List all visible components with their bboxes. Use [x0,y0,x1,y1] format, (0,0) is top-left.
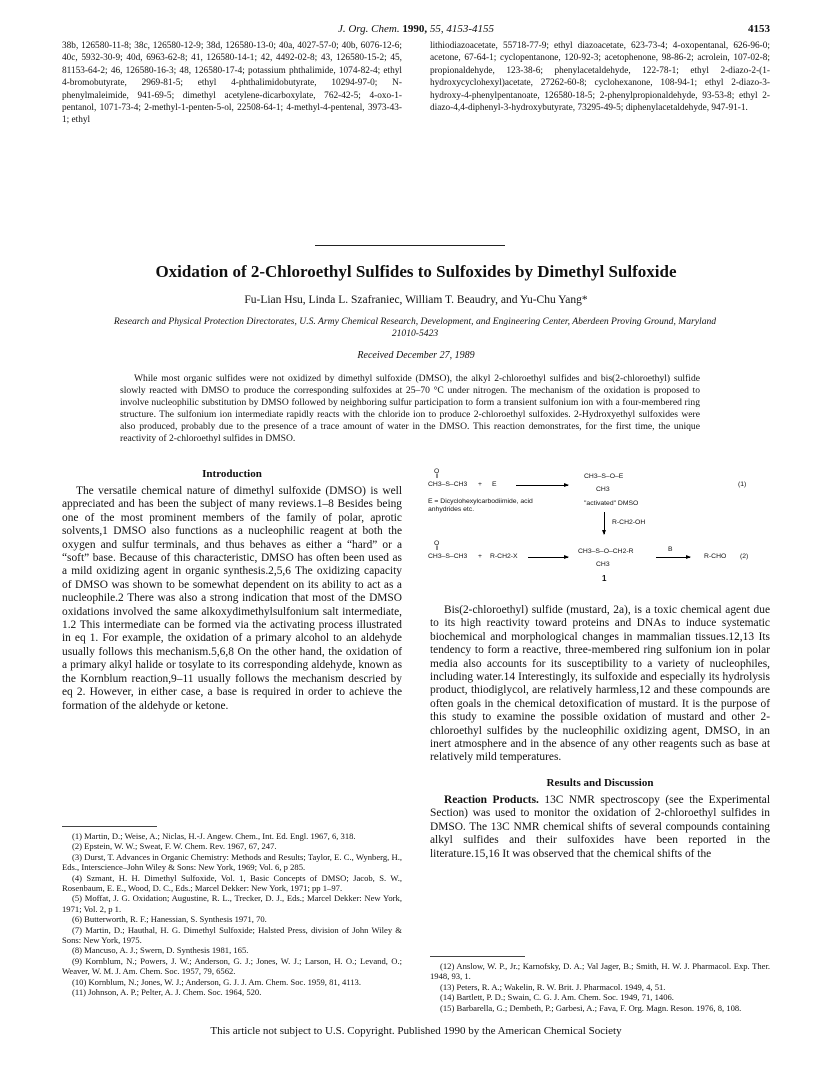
received-date: Received December 27, 1989 [357,350,475,361]
reaction-products-paragraph [430,794,770,861]
oxygen-label-2: O [434,540,440,547]
reference-item: (5) Moffat, J. G. Oxidation; Augustine, R. L., Trecker, D. J., Eds.; Marcel Dekker: New York, 1971; Vol. 2, p 1. [62,893,402,914]
reaction-arrow-down [604,512,605,534]
reference-item: (8) Mancuso, A. J.; Swern, D. Synthesis 1981, 165. [72,945,249,956]
plus-sign: + [478,481,482,488]
introduction-section [62,468,402,713]
article-authors: Fu-Lian Hsu, Linda L. Szafraniec, William T. Beaudry, and Yu-Chu Yang* [244,294,588,306]
references-right [430,956,770,1013]
introduction-heading: Introduction [202,468,262,480]
reaction-scheme [428,468,768,596]
activated-dmso-label: "activated" DMSO [584,500,639,507]
footnote-rule [62,826,157,827]
copyright-footer: This article not subject to U.S. Copyright. Published 1990 by the American Chemical Society [210,1025,622,1037]
reference-item: (11) Johnson, A. P.; Pelter, A. J. Chem. Soc. 1964, 520. [72,987,262,998]
oxygen-label: O [434,468,440,475]
dmso-formula: CH3–S–CH3 [428,481,468,488]
registry-numbers-left: 38b, 126580-11-8; 38c, 126580-12-9; 38d, 126580-13-0; 40a, 4027-57-0; 40b, 6076-12-6; 40c, 5932-30-9; 40d, 6963-62-8; 41, 126580-14-1; 42, 4492-02-8; 43, 126580-15-2; 45, 81153-64-2; 46, 126580-16-3; 48, 126580-17-4; potassium phthalimide, 1074-82-4; ethyl 4-bromobutyrate, 2969-81-5; ethyl 4-phthalimidobutyrate, 10294-97-0; N-phenylmaleimide, 941-69-5; dimethyl acetylene-dicarboxylate, 762-42-5; 4-oxo-1-pentanol, 1071-73-4; 2-methyl-1-penten-5-ol, 22508-64-1; 4-methyl-4-pentenal, 3973-43-1; ethyl [62,41,402,126]
sulfonium-intermediate: CH3–S–O–CH2-R [578,548,634,555]
reference-item: (9) Kornblum, N.; Powers, J. W.; Anderson, G. J.; Jones, W. J.; Larson, H. O.; Levand, O.; Weaver, W. M. J. Am. Chem. Soc. 1957, 79, 6562. [62,955,402,977]
double-bond-mark: ‖ [436,474,439,480]
reference-item: (14) Bartlett, P. D.; Swain, C. G. J. Am. Chem. Soc. 1949, 71, 1406. [440,992,674,1003]
mustard-paragraph: Bis(2-chloroethyl) sulfide (mustard, 2a), is a toxic chemical agent due to its high reactivity toward proteins and DNAs to induce systematic biochemical and morphological changes in mammalian tissues.12,13 Its tendency to form a reactive, three-membered ring sulfonium ion in polar media also accounts for its susceptibility to a variety of nucleophiles, including water.14 Interestingly, its sulfoxide and especially its hydrolysis product, thiodiglycol, are relatively harmless,12 and these compounds are often goals in the chemical detoxification of mustard. It is the purpose of this study to examine the possible oxidation of mustard and other 2-chloroethyl sulfides by the nucleophilic oxidizing agent, DMSO, in an inert atmosphere and in the absence of any other reagents such as base at relatively mild temperatures. [430,604,770,764]
reference-item: (1) Martin, D.; Weise, A.; Niclas, H.-J. Angew. Chem., Int. Ed. Engl. 1967, 6, 318. [72,831,356,841]
activated-dmso-formula: CH3–S–O–E [584,473,624,480]
compound-number: 1 [602,574,607,583]
activated-ch3: CH3 [596,486,610,493]
running-header [62,23,770,37]
abstract: While most organic sulfides were not oxidized by dimethyl sulfoxide (DMSO), the alkyl 2-chloroethyl sulfides and bis(2-chloroethyl) sulfide slowly reacted with DMSO to produce the corresponding sulfoxides at 25–70 °C under nitrogen. The mechanism of the oxidation is proposed to involve nucleophilic substitution by DMSO followed by neighboring sulfur participation to form a transient sulfonium ion with a four-membered ring structure. The sulfonium ion intermediate rapidly reacts with the chloride ion to produce 2-chloroethyl sulfoxides. 2-Hydroxyethyl sulfoxides were also produced, probably due to the presence of a trace amount of water in the DMSO. This reaction demonstrates, for the first time, the unique reactivity of 2-chloroethyl sulfides in DMSO. [120,373,700,444]
reference-item: (3) Durst, T. Advances in Organic Chemistry: Methods and Results; Taylor, E. C., Wynberg, H., Eds., Interscience–John Wiley & Sons: New York, 1969; Vol. 6, p 285. [62,851,402,873]
equation-2-number: (2) [740,553,749,560]
right-column-body [430,604,770,861]
reference-item: (13) Peters, R. A.; Wakelin, R. W. Brit. J. Pharmacol. 1949, 4, 51. [440,981,666,992]
plus-sign-2: + [478,553,482,560]
reference-item: (7) Martin, D.; Hauthal, H. G. Dimethyl Sulfoxide; Halsted Press, division of John Wiley & Sons: New York, 1975. [62,924,402,946]
alkyl-halide: R-CH2-X [490,553,518,560]
introduction-text: The versatile chemical nature of dimethyl sulfoxide (DMSO) is well appreciated and has been the subject of many reviews.1–8 Besides being one of the most prominent members of the family of polar, aprotic solvents,1 DMSO also functions as a nucleophilic reagent at both the oxygen and sulfur terminals, and thus behaves as either a “hard” or a “soft” base. Because of this characteristic, DMSO has often been used as a mild oxidizing agent in organic synthesis.2,5,6 The oxidizing capacity of DMSO was shown to be somewhat dependent on its ability to act as a nucleophile.2 There was also a strong indication that most of the DMSO oxidations involved the same alkoxydimethylsulfonium salt intermediate, 1.2 This intermediate can be formed via the activating process illustrated in eq 1. For example, the oxidation of a primary alcohol to an aldehyde usually follows this mechanism.5,6,8 On the other hand, the oxidation of a primary alkyl halide or tosylate to its corresponding aldehyde, known as the Kornblum reaction,9–11 usually follows the mechanism descried by eq 2. However, in either case, a base is required in order to achieve the formation of the aldehyde or ketone. [62,485,402,712]
reaction-arrow [516,485,568,486]
activator-note: E = Dicyclohexylcarbodiimide, acid anhydrides etc. [428,498,533,513]
results-heading: Results and Discussion [546,776,654,789]
article-affiliation: Research and Physical Protection Directorates, U.S. Army Chemical Research, Development, and Engineering Center, Aberdeen Proving Ground, Maryland 21010-5423 [113,316,717,339]
equation-1-number: (1) [738,481,747,488]
reaction-products-text: 13C NMR spectroscopy (see the Experimental Section) was used to monitor the oxidation of 2-chloroethyl sulfides in DMSO. The 13C NMR chemical shifts of several compounds containing alkyl sulfides and their sulfoxides have been reported in the literature.15,16 It was observed that the chemical shifts of the [430,793,771,860]
reaction-arrow-3 [656,557,690,558]
reaction-arrow-2 [528,557,568,558]
journal-year: 1990, [402,23,428,35]
journal-pages: 4153-4155 [446,23,495,35]
base-label: B [668,546,673,553]
reference-item: (4) Szmant, H. H. Dimethyl Sulfoxide, Vol. 1, Basic Concepts of DMSO; Jacob, S. W., Rosenbaum, E. E., Wood, D. C., Eds.; Marcel Dekker: New York, 1971; pp 1–97. [62,872,402,894]
page-number: 4153 [748,23,770,35]
section-divider [315,245,505,246]
reference-item: (10) Kornblum, N.; Jones, W. J.; Anderson, G. J. J. Am. Chem. Soc. 1959, 81, 4113. [72,976,362,987]
aldehyde-product: R-CHO [704,553,727,560]
footnote-rule-2 [430,956,525,957]
article-title: Oxidation of 2-Chloroethyl Sulfides to Sulfoxides by Dimethyl Sulfoxide [155,262,677,281]
reference-item: (12) Anslow, W. P., Jr.; Karnofsky, D. A.; Val Jager, B.; Smith, H. W. J. Pharmacol. Exp. Ther. 1948, 93, 1. [430,961,770,982]
references-left [62,826,402,998]
run-in-heading: Reaction Products. [444,793,539,806]
reference-item: (15) Barbarella, G.; Dembeth, P.; Garbesi, A.; Fava, F. Org. Magn. Reson. 1976, 8, 108. [440,1002,742,1013]
intermediate-ch3: CH3 [596,561,610,568]
double-bond-mark-2: ‖ [436,546,439,552]
citation-line [62,23,770,35]
activator-e: E [492,481,497,488]
journal-volume: 55, [429,23,444,35]
reference-item: (6) Butterworth, R. F.; Hanessian, S. Synthesis 1971, 70. [72,914,267,925]
alcohol-reagent: R-CH2-OH [612,519,646,526]
registry-numbers-right: lithiodiazoacetate, 55718-77-9; ethyl diazoacetate, 623-73-4; 4-oxopentanal, 626-96-0; acetone, 67-64-1; cyclopentanone, 120-92-3; acetophenone, 98-86-2; acrolein, 107-02-8; propionaldehyde, 123-38-6; phenylacetaldehyde, 122-78-1; ethyl 2-diazo-2-(1-hydroxycyclohexyl)acetate, 27262-60-8; cyclohexanone, 108-94-1; ethyl 2-diazo-3-hydroxy-4-phenylpentanoate, 126580-18-5; 2-phenylpropionaldehyde, 93-53-8; ethyl 2-diazo-4,4-diphenyl-3-hydroxybutyrate, 73295-49-5; diphenylacetaldehyde, 947-91-1. [430,41,770,114]
dmso-formula-2: CH3–S–CH3 [428,553,468,560]
reference-item: (2) Epstein, W. W.; Sweat, F. W. Chem. Rev. 1967, 67, 247. [72,841,277,852]
journal-name: J. Org. Chem. [337,23,400,35]
